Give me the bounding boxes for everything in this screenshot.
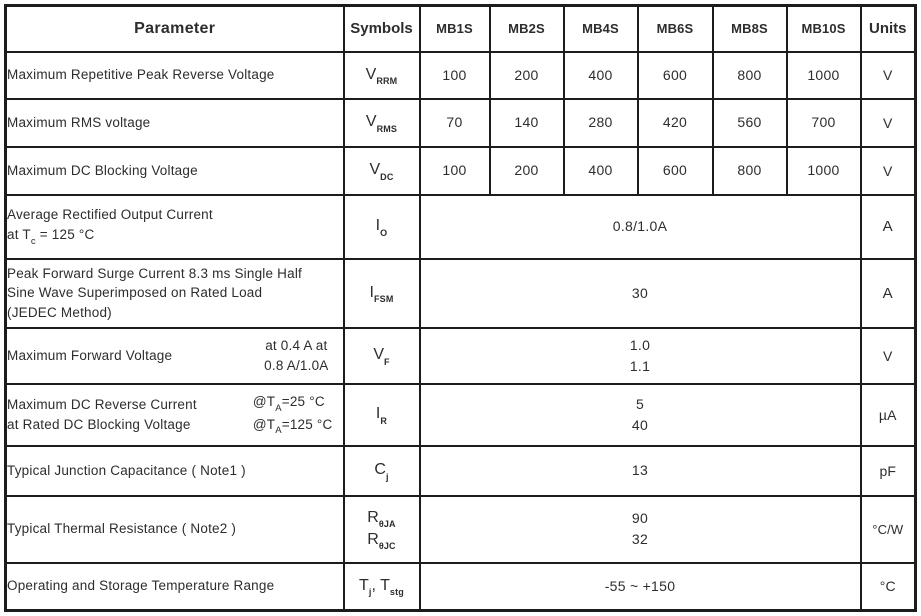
- col-header-units: Units: [861, 6, 916, 52]
- unit-cell: °C/W: [861, 496, 916, 563]
- symbol-main: T: [359, 577, 369, 595]
- col-header-mb2s: MB2S: [490, 6, 564, 52]
- symbol-sub: stg: [389, 587, 404, 598]
- spec-table: [4, 4, 917, 612]
- value-cell: 600: [638, 52, 713, 99]
- symbol-sub: θJA: [378, 518, 396, 529]
- col-header-mb8s: MB8S: [713, 6, 787, 52]
- value-cell: 800: [713, 147, 787, 195]
- value-cell: 600: [638, 147, 713, 195]
- unit-cell: A: [861, 259, 916, 328]
- table-row-vdc: [6, 147, 916, 195]
- symbol-sub: RMS: [376, 123, 398, 134]
- value-cell: 280: [564, 99, 638, 147]
- col-header-parameter: Parameter: [6, 6, 344, 52]
- symbol-main: R: [367, 531, 379, 548]
- value-cell: 1000: [787, 147, 861, 195]
- value-line: 32: [631, 531, 649, 547]
- symbol-cell: [344, 446, 420, 496]
- parameter-cell: [6, 259, 344, 328]
- symbol-main: I: [375, 217, 381, 235]
- unit-cell: V: [861, 52, 916, 99]
- unit-cell: °C: [861, 563, 916, 611]
- unit-cell: V: [861, 328, 916, 384]
- parameter-label: Typical Thermal Resistance ( Note2 ): [7, 521, 237, 537]
- parameter-cell: [6, 52, 344, 99]
- value-line: 1.1: [629, 357, 651, 374]
- table-row-vrms: [6, 99, 916, 147]
- symbol-main: I: [375, 405, 381, 423]
- symbol-main: V: [365, 113, 377, 131]
- symbol-main: C: [374, 461, 386, 479]
- symbol-cell: [344, 328, 420, 384]
- parameter-cell: [6, 328, 344, 384]
- symbol-cell: [344, 195, 420, 259]
- symbol-cell: [344, 259, 420, 328]
- col-header-symbols: Symbols: [344, 6, 420, 52]
- symbol-cell: [344, 147, 420, 195]
- symbol-cell: [344, 52, 420, 99]
- symbol-sub: F: [383, 356, 390, 367]
- value-cell: 100: [420, 52, 490, 99]
- value-cell: 70: [420, 99, 490, 147]
- value-cell: 560: [713, 99, 787, 147]
- symbol-separator: ,: [371, 577, 381, 595]
- symbol-line: [345, 529, 419, 551]
- symbol-cell: [344, 99, 420, 147]
- parameter-label: Typical Junction Capacitance ( Note1 ): [7, 462, 246, 478]
- condition-line: [253, 392, 333, 414]
- condition-text: =125 °C: [281, 416, 333, 432]
- condition-text: =25 °C: [281, 394, 325, 410]
- condition-line: at 0.4 A at: [265, 337, 328, 353]
- parameter-cell: [6, 99, 344, 147]
- value-cell-span: 13: [420, 446, 861, 496]
- condition-sub: A: [275, 425, 282, 437]
- value-cell: 420: [638, 99, 713, 147]
- table-row-ir: [6, 384, 916, 446]
- parameter-label: (JEDEC Method): [7, 304, 112, 320]
- condition-text: = 125 °C: [35, 227, 95, 243]
- test-condition: [264, 336, 342, 375]
- value-cell: 1000: [787, 52, 861, 99]
- table-row-tstg: [6, 563, 916, 611]
- condition-text: @T: [252, 394, 276, 410]
- test-condition: [253, 392, 343, 437]
- col-header-mb4s: MB4S: [564, 6, 638, 52]
- unit-cell: µA: [861, 384, 916, 446]
- value-line: 5: [635, 395, 645, 412]
- value-line: 1.0: [629, 336, 651, 353]
- col-header-mb10s: MB10S: [787, 6, 861, 52]
- symbol-sub: RRM: [376, 76, 398, 87]
- condition-sub: c: [30, 235, 36, 247]
- unit-cell: V: [861, 147, 916, 195]
- symbol-line: [345, 507, 419, 529]
- symbol-sub: DC: [380, 171, 394, 182]
- parameter-cell: [6, 446, 344, 496]
- symbol-main: V: [373, 346, 384, 364]
- value-cell-span: 0.8/1.0A: [420, 195, 861, 259]
- parameter-label: [7, 395, 197, 434]
- value-cell: 800: [713, 52, 787, 99]
- parameter-line: Maximum DC Reverse Current: [7, 396, 197, 412]
- table-row-rth: [6, 496, 916, 563]
- value-line: 90: [631, 510, 649, 526]
- value-cell-span: -55 ~ +150: [420, 563, 861, 611]
- table-row-cj: [6, 446, 916, 496]
- table-row-vrrm: [6, 52, 916, 99]
- value-cell: 200: [490, 52, 564, 99]
- symbol-main: R: [367, 508, 379, 526]
- parameter-cell: [6, 563, 344, 611]
- parameter-label: Maximum Repetitive Peak Reverse Voltage: [7, 67, 275, 83]
- parameter-label: Maximum RMS voltage: [7, 114, 151, 130]
- value-cell: 140: [490, 99, 564, 147]
- symbol-sub: j: [385, 471, 389, 482]
- value-cell: 400: [564, 147, 638, 195]
- condition-line: [253, 415, 333, 437]
- table-row-vf: [6, 328, 916, 384]
- parameter-label: [7, 225, 343, 247]
- symbol-sub: R: [380, 415, 388, 426]
- symbol-cell: [344, 563, 420, 611]
- symbol-cell: [344, 496, 420, 563]
- symbol-main: I: [369, 283, 374, 301]
- parameter-label: Average Rectified Output Current: [7, 207, 213, 223]
- symbol-main: T: [380, 577, 390, 595]
- symbol-sub: j: [368, 587, 372, 598]
- table-row-io: [6, 195, 916, 259]
- condition-text: at T: [7, 227, 31, 243]
- unit-cell: A: [861, 195, 916, 259]
- parameter-label: Peak Forward Surge Current 8.3 ms Single Half: [7, 265, 302, 281]
- condition-text: @T: [252, 416, 276, 432]
- symbol-sub: O: [380, 227, 388, 238]
- symbol-sub: FSM: [373, 294, 394, 305]
- parameter-label: Maximum Forward Voltage: [7, 347, 173, 363]
- symbol-sub: θJC: [378, 541, 396, 552]
- value-cell: 400: [564, 52, 638, 99]
- value-cell: 100: [420, 147, 490, 195]
- header-row: [6, 6, 916, 52]
- parameter-cell: [6, 195, 344, 259]
- parameter-cell: [6, 384, 344, 446]
- condition-sub: A: [275, 402, 282, 414]
- unit-cell: V: [861, 99, 916, 147]
- value-cell-span: [420, 328, 861, 384]
- col-header-mb1s: MB1S: [420, 6, 490, 52]
- condition-line: 0.8 A/1.0A: [264, 357, 329, 373]
- symbol-main: V: [369, 161, 381, 179]
- parameter-label: Operating and Storage Temperature Range: [7, 578, 275, 594]
- parameter-label: Sine Wave Superimposed on Rated Load: [7, 285, 263, 301]
- value-line: 40: [631, 416, 649, 433]
- symbol-main: V: [365, 65, 377, 83]
- value-cell: 200: [490, 147, 564, 195]
- parameter-label: Maximum DC Blocking Voltage: [7, 162, 198, 178]
- parameter-cell: [6, 147, 344, 195]
- value-cell: 700: [787, 99, 861, 147]
- parameter-line: at Rated DC Blocking Voltage: [7, 416, 191, 432]
- value-cell-span: 30: [420, 259, 861, 328]
- value-cell-span: [420, 496, 861, 563]
- symbol-cell: [344, 384, 420, 446]
- unit-cell: pF: [861, 446, 916, 496]
- table-row-ifsm: [6, 259, 916, 328]
- col-header-mb6s: MB6S: [638, 6, 713, 52]
- parameter-cell: [6, 496, 344, 563]
- value-cell-span: [420, 384, 861, 446]
